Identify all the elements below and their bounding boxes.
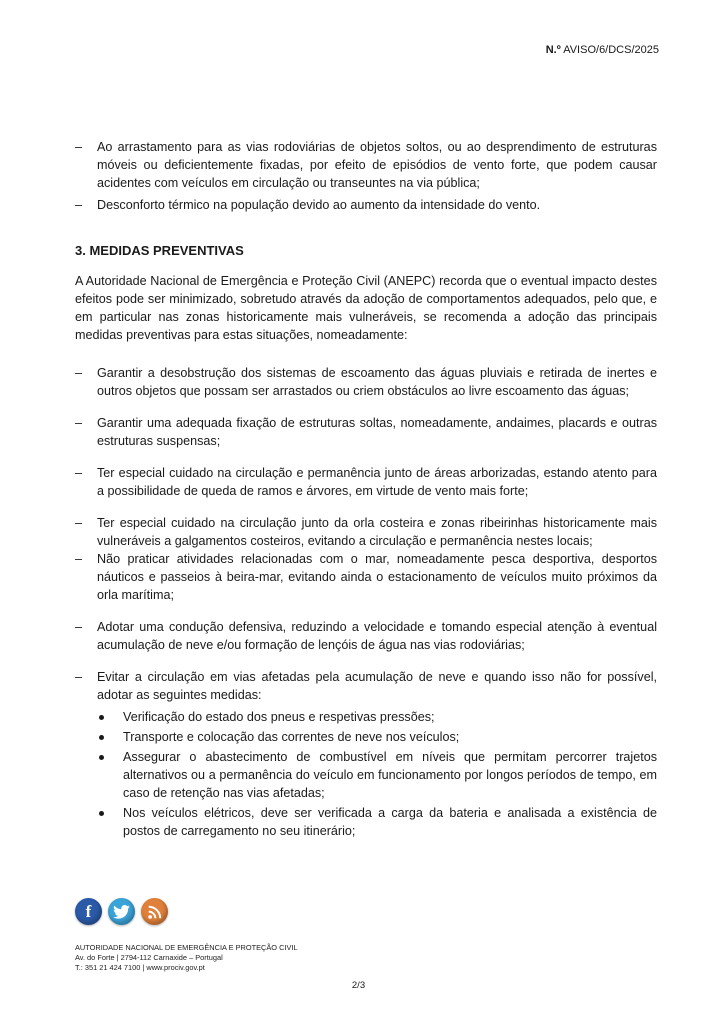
page-number: 2/3 bbox=[351, 980, 366, 991]
list-item-text: Adotar uma condução defensiva, reduzindo a velocidade e tomando especial atenção à eventual acumulação de neve e/ou formação de lençóis de água nas vias rodoviárias; bbox=[97, 620, 657, 652]
dash-marker: – bbox=[75, 620, 83, 634]
reference-prefix: N.º bbox=[545, 44, 561, 56]
dash-marker: – bbox=[75, 140, 83, 154]
dash-marker: – bbox=[75, 670, 83, 684]
document-body bbox=[75, 138, 657, 842]
sub-list-item bbox=[97, 708, 657, 726]
twitter-icon[interactable] bbox=[108, 898, 135, 925]
sub-list-item bbox=[97, 804, 657, 840]
list-item-text: Não praticar atividades relacionadas com o mar, nomeadamente pesca desportiva, desportos náuticos e passeios à beira-mar, evitando ainda o estacionamento de veículos muito próximos da orla marítima; bbox=[97, 552, 657, 602]
sub-list-item bbox=[97, 748, 657, 802]
bullet-marker bbox=[99, 811, 104, 816]
facebook-icon[interactable] bbox=[75, 898, 102, 925]
list-item bbox=[75, 414, 657, 450]
sub-list-item-text: Transporte e colocação das correntes de neve nos veículos; bbox=[123, 730, 460, 744]
list-item-text: Garantir a desobstrução dos sistemas de escoamento das águas pluviais e retirada de inertes e outros objetos que possam ser arrastados ou criem obstáculos ao livre escoamento das águas; bbox=[97, 366, 657, 398]
organization-contact: T.: 351 21 424 7100 | www.prociv.gov.pt bbox=[75, 963, 205, 972]
social-links bbox=[75, 898, 657, 925]
bullet-marker bbox=[99, 735, 104, 740]
dash-marker: – bbox=[75, 366, 83, 380]
section-paragraph: A Autoridade Nacional de Emergência e Proteção Civil (ANEPC) recorda que o eventual impacto destes efeitos pode ser minimizado, sobretudo através da adoção de comportamentos adequados, pelo que, e em particular nas zonas historicamente mais vulneráveis, se recomenda a adoção das principais medidas preventivas para estas situações, nomeadamente: bbox=[75, 274, 657, 342]
dash-marker: – bbox=[75, 466, 83, 480]
list-item bbox=[75, 464, 657, 500]
list-item bbox=[75, 550, 657, 604]
organization-address: Av. do Forte | 2794-112 Carnaxide – Portugal bbox=[75, 953, 223, 962]
list-item bbox=[75, 618, 657, 654]
list-item-text: Ter especial cuidado na circulação junto da orla costeira e zonas ribeirinhas historicamente mais vulneráveis a galgamentos costeiros, evitando a circulação e permanência nestes locais; bbox=[97, 516, 657, 548]
list-item-text: Garantir uma adequada fixação de estruturas soltas, nomeadamente, andaimes, placards e outras estruturas suspensas; bbox=[97, 416, 657, 448]
bullet-marker bbox=[99, 755, 104, 760]
list-item-text: Ter especial cuidado na circulação e permanência junto de áreas arborizadas, estando atento para a possibilidade de queda de ramos e árvores, em virtude de vento mais forte; bbox=[97, 466, 657, 498]
section-heading: 3. MEDIDAS PREVENTIVAS bbox=[75, 243, 244, 258]
list-item bbox=[75, 514, 657, 550]
rss-icon[interactable] bbox=[141, 898, 168, 925]
organization-info bbox=[75, 943, 657, 973]
reference-code: AVISO/6/DCS/2025 bbox=[563, 44, 659, 56]
effects-list bbox=[75, 138, 657, 214]
sub-list-item-text: Verificação do estado dos pneus e respetivas pressões; bbox=[123, 710, 435, 724]
sub-list-item-text: Nos veículos elétricos, deve ser verificada a carga da bateria e analisada a existência de postos de carregamento no seu itinerário; bbox=[123, 806, 657, 838]
organization-name: AUTORIDADE NACIONAL DE EMERGÊNCIA E PROTEÇÃO CIVIL bbox=[75, 943, 298, 952]
dash-marker: – bbox=[75, 416, 83, 430]
bullet-marker bbox=[99, 715, 104, 720]
facebook-glyph: f bbox=[85, 901, 92, 921]
page-footer bbox=[75, 898, 657, 973]
measures-list bbox=[75, 364, 657, 840]
sub-list-item-text: Assegurar o abastecimento de combustível em níveis que permitam percorrer trajetos alternativos ou a permanência do veículo em funcionamento por longos períodos de tempo, em caso de retenção nas vias afetadas; bbox=[123, 750, 657, 800]
dash-marker: – bbox=[75, 552, 83, 566]
list-item-text: Evitar a circulação em vias afetadas pela acumulação de neve e quando isso não for possível, adotar as seguintes medidas: bbox=[97, 670, 657, 702]
list-item-text: Ao arrastamento para as vias rodoviárias de objetos soltos, ou ao desprendimento de estruturas móveis ou deficientemente fixadas, por efeito de episódios de vento forte, que podem causar acidentes com veículos em circulação ou transeuntes na via pública; bbox=[97, 140, 657, 190]
list-item bbox=[75, 138, 657, 192]
list-item bbox=[75, 196, 657, 214]
sub-measures-list bbox=[75, 708, 657, 840]
dash-marker: – bbox=[75, 516, 83, 530]
list-item bbox=[75, 364, 657, 400]
list-item-text: Desconforto térmico na população devido ao aumento da intensidade do vento. bbox=[97, 198, 541, 212]
document-reference bbox=[546, 44, 659, 56]
dash-marker: – bbox=[75, 198, 83, 212]
rss-glyph bbox=[148, 905, 162, 919]
list-item bbox=[75, 668, 657, 840]
twitter-bird-glyph bbox=[113, 905, 130, 919]
sub-list-item bbox=[97, 728, 657, 746]
